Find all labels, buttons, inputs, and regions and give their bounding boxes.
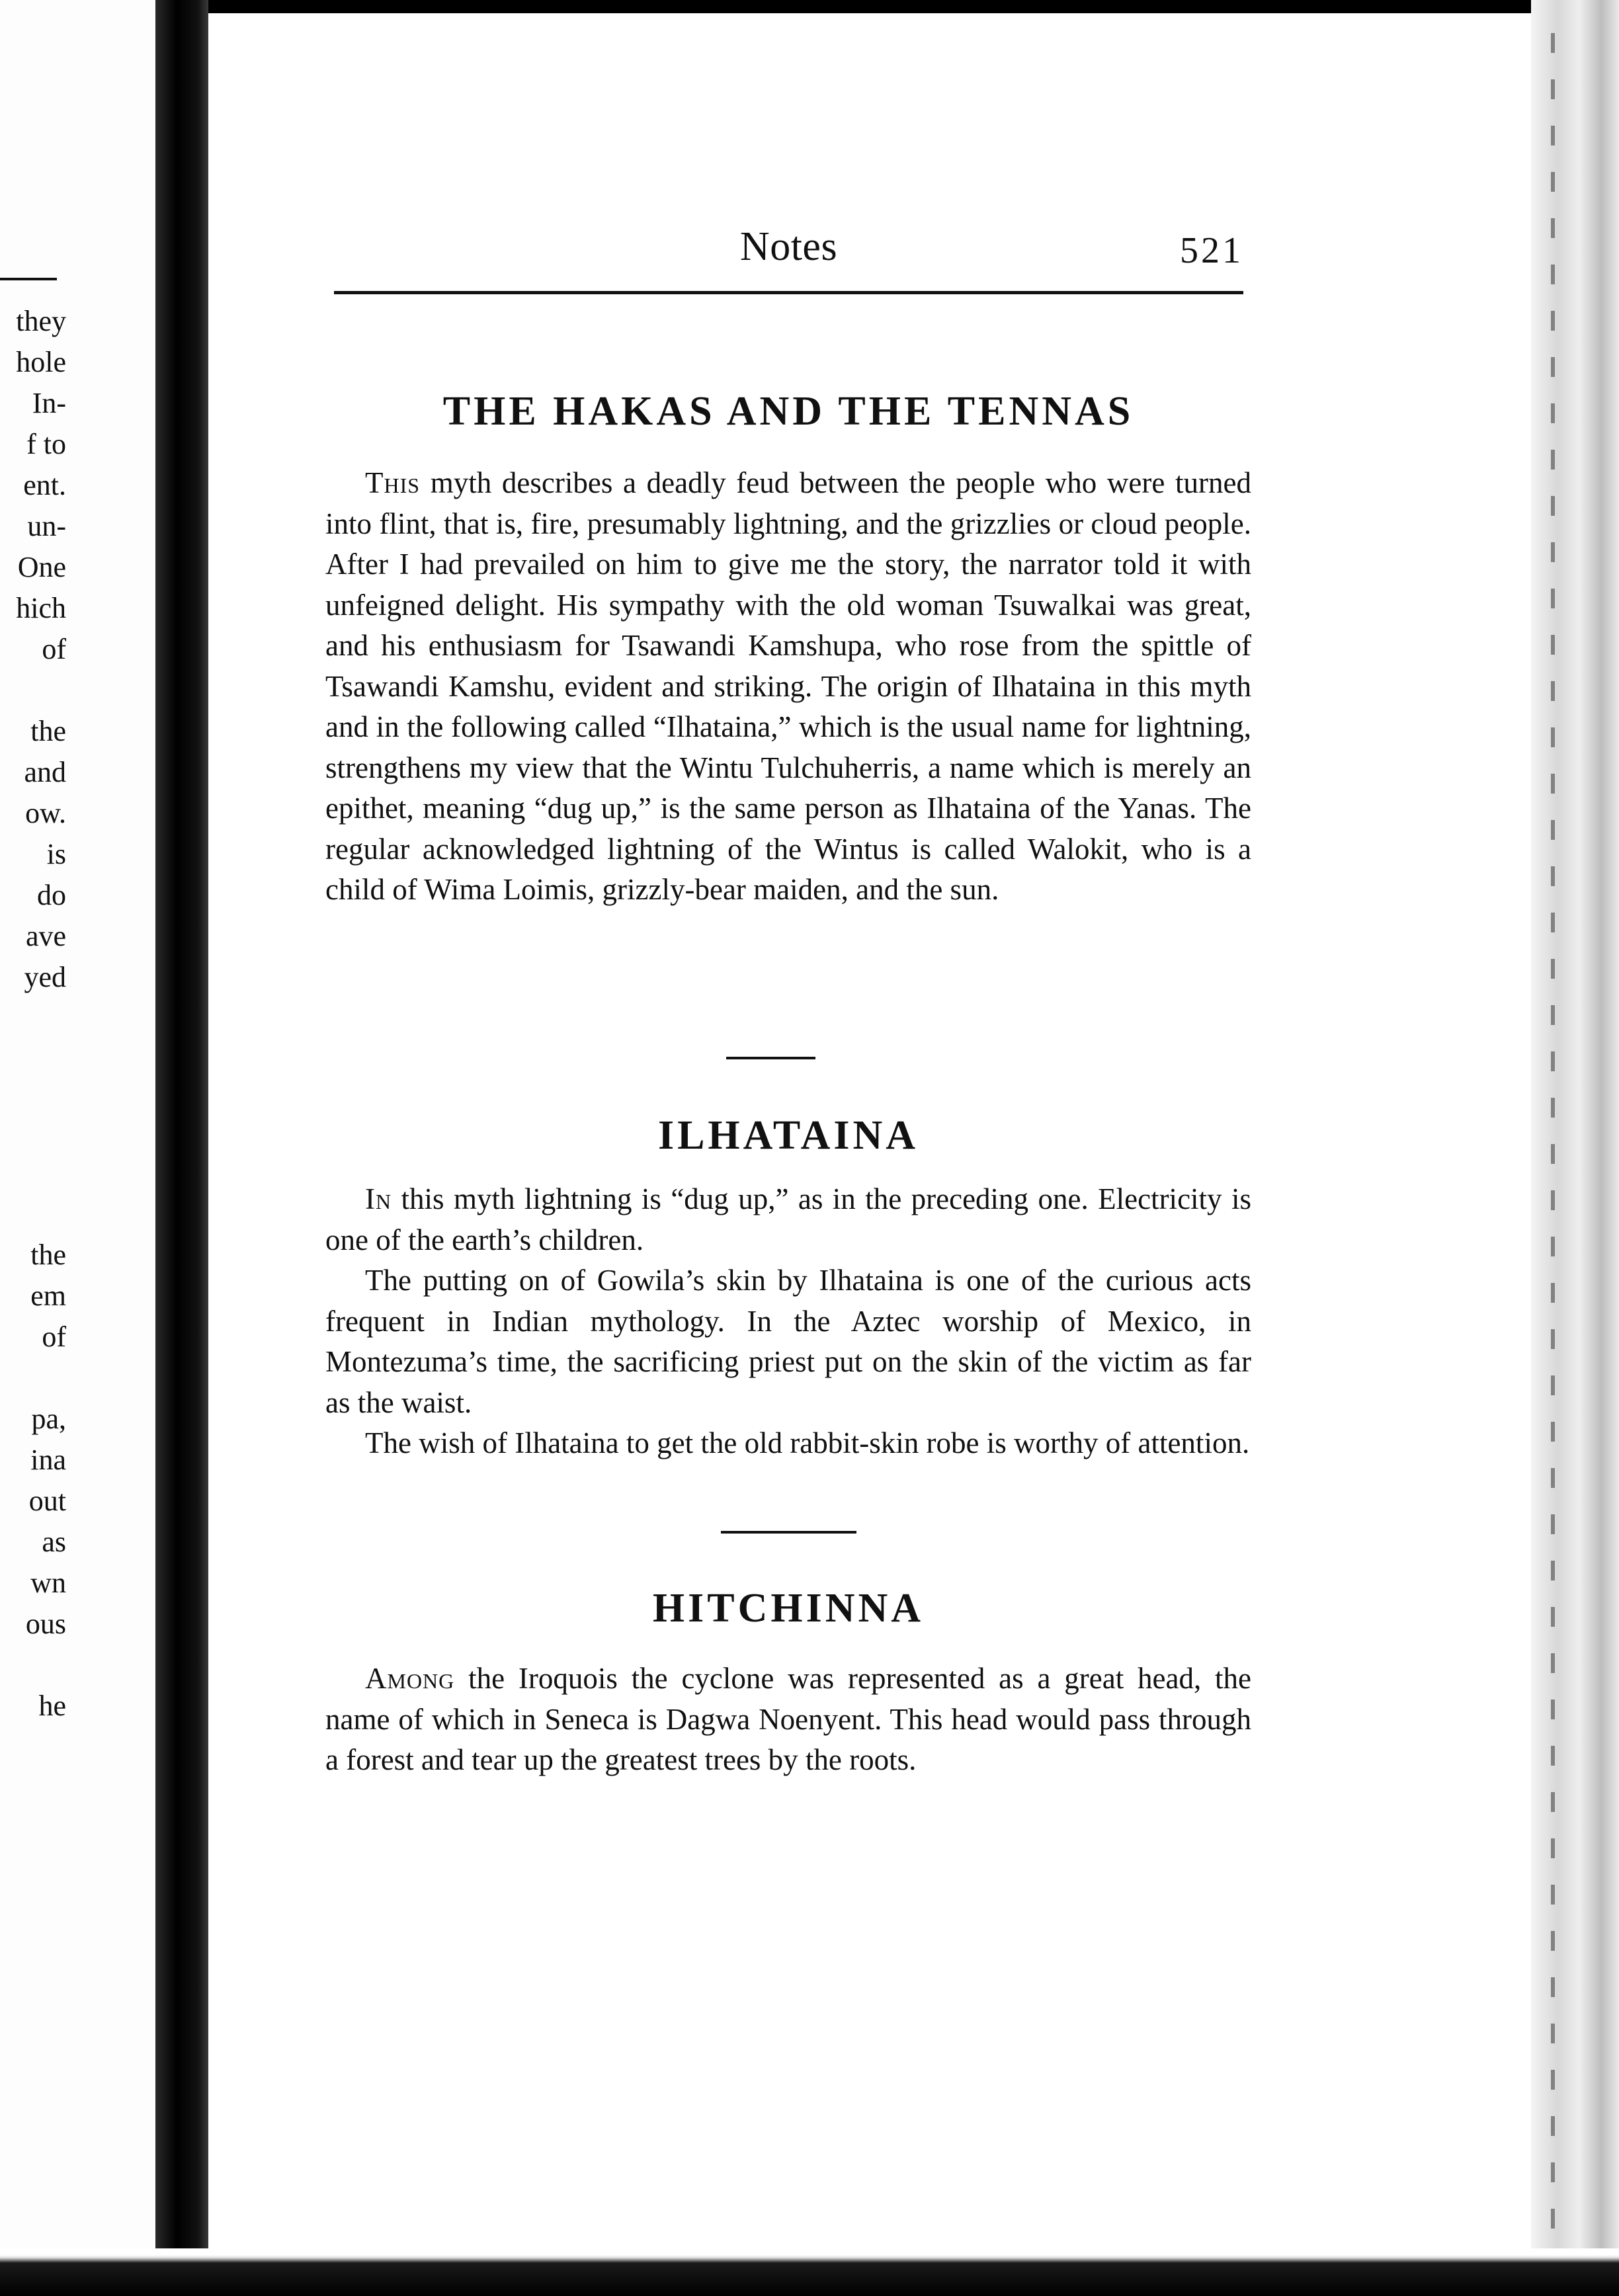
section-separator (721, 1531, 856, 1534)
facing-page-text-fragment: wn (30, 1567, 66, 1599)
page-number: 521 (1180, 230, 1243, 271)
paragraph-text: the Iroquois the cyclone was represented as a great head, the name of which in Seneca is Dagwa Noenyent. This head would pass through a forest and tear up the greatest trees by the roots. (325, 1662, 1251, 1776)
scan-border-bottom (0, 2248, 1619, 2296)
running-head (334, 224, 1243, 270)
facing-page-text-fragment: ina (30, 1444, 66, 1476)
paragraph (325, 1659, 1251, 1781)
facing-page-text-fragment: and (24, 756, 66, 788)
section-title: HITCHINNA (652, 1586, 925, 1631)
facing-page-text-fragment: ow. (25, 797, 66, 829)
paragraph (325, 1260, 1251, 1423)
facing-page-text-fragment: do (37, 879, 66, 911)
facing-page-text-fragment: In- (32, 387, 66, 419)
paragraph-lead: This (365, 466, 421, 499)
paragraph (325, 463, 1251, 911)
paragraph-text: myth describes a deadly feud between the people who were turned into flint, that is, fire, presumably lightning, and the grizzlies or cloud people. After I had prevailed on him to give me the story, the narrator told it with unfeigned delight. His sympathy with the old woman Tsuwalkai was great, and his enthusiasm for Tsawandi Kamshupa, who rose from the spittle of Tsawandi Kamshu, evident and striking. The origin of Ilhataina in this myth and in the following called “Ilhataina,” which is the usual name for lightning, strengthens my view that the Wintu Tulchuherris, a name which is merely an epithet, meaning “dug up,” is the same person as Ilhataina of the Yanas. The regular acknowledged lightning of the Wintus is called Walokit, who is a child of Wima Loimis, grizzly-bear maiden, and the sun. (325, 466, 1251, 906)
facing-page-text-fragment: f to (26, 428, 66, 460)
paragraph-text: this myth lightning is “dug up,” as in the preceding one. Electricity is one of the earth’s children. (325, 1182, 1251, 1256)
paragraph-lead: In (365, 1182, 392, 1215)
facing-page-text-fragment: they (16, 305, 66, 337)
running-head-title: Notes (739, 224, 838, 269)
facing-page-fragment (0, 0, 165, 2296)
facing-page-text-fragment: One (17, 551, 66, 583)
paragraph (325, 1423, 1251, 1464)
facing-page-text-fragment: of (42, 1321, 66, 1353)
paragraph (325, 1179, 1251, 1260)
facing-page-text-fragment: ave (25, 920, 66, 952)
facing-page-text-fragment: em (30, 1280, 66, 1312)
facing-page-text-fragment: un- (27, 510, 66, 542)
facing-page-text-fragment: the (30, 715, 66, 747)
facing-page-text-fragment: hole (16, 346, 66, 378)
facing-page-rule (0, 278, 57, 280)
paragraph-text: The wish of Ilhataina to get the old rabbit-skin robe is worthy of attention. (365, 1426, 1250, 1459)
facing-page-text-fragment: ent. (23, 469, 66, 501)
header-rule (334, 291, 1243, 294)
facing-page-text-fragment: yed (24, 961, 66, 993)
section-title: ILHATAINA (657, 1113, 919, 1158)
page-edge (1531, 0, 1619, 2296)
section-ilhataina (325, 1109, 1251, 1464)
facing-page-text-fragment: pa, (31, 1403, 66, 1435)
section-separator (726, 1057, 815, 1059)
facing-page-text-fragment: out (28, 1485, 66, 1517)
facing-page-text-fragment: the (30, 1239, 66, 1271)
facing-page-text-fragment: of (42, 633, 66, 665)
book-gutter (155, 0, 208, 2296)
facing-page-text-fragment: as (42, 1526, 66, 1558)
facing-page-text-fragment: hich (16, 592, 66, 624)
section-title: THE HAKAS AND THE TENNAS (442, 389, 1134, 434)
facing-page-text-fragment: he (38, 1690, 66, 1722)
section-hitchinna (325, 1582, 1251, 1781)
paragraph-text: The putting on of Gowila’s skin by Ilhataina is one of the curious acts frequent in Indian mythology. In the Aztec worship of Mexico, in Montezuma’s time, the sacrificing priest put on the skin of the victim as far as the waist. (325, 1264, 1251, 1419)
facing-page-text-fragment: is (46, 838, 66, 870)
facing-page-text-fragment: ous (25, 1608, 66, 1640)
paragraph-lead: Among (365, 1662, 455, 1695)
section-hakas-tennas (325, 385, 1251, 911)
